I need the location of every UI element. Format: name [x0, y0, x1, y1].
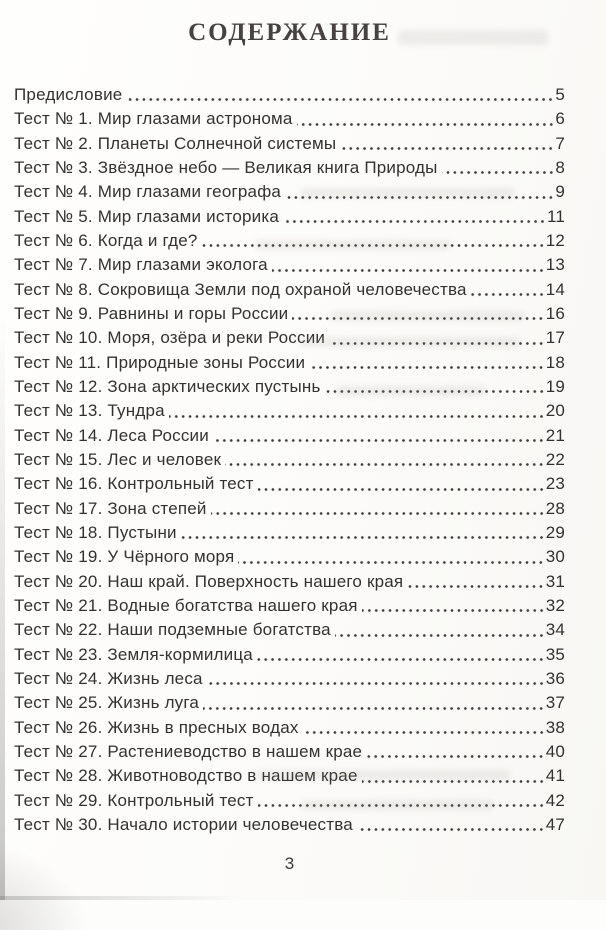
leader-dots — [257, 643, 545, 667]
toc-entry-page-number: 23 — [545, 474, 565, 494]
toc-entry — [14, 740, 565, 764]
toc-entry-label: Тест № 1. Мир глазами астронома — [14, 109, 293, 129]
page-number: 3 — [284, 854, 295, 873]
leader-dots — [258, 472, 545, 496]
toc-entry-page-number: 32 — [545, 595, 565, 615]
toc-entry-label: Тест № 20. Наш край. Поверхность нашего края — [14, 571, 404, 591]
toc-entry-label: Тест № 13. Тундра — [14, 401, 165, 421]
toc-list — [14, 83, 565, 837]
toc-entry-label: Тест № 24. Жизнь леса — [14, 668, 203, 688]
toc-entry-label: Тест № 18. Пустыни — [14, 522, 177, 542]
toc-entry-label: Тест № 3. Звёздное небо — Великая книга Природы — [14, 157, 438, 177]
toc-entry-page-number: 18 — [545, 352, 565, 372]
toc-entry-label: Тест № 28. Животноводство в нашем крае — [14, 766, 358, 786]
toc-entry — [14, 399, 565, 423]
toc-entry — [14, 229, 565, 253]
toc-entry — [14, 302, 565, 326]
toc-entry-page-number: 21 — [545, 425, 565, 445]
leader-dots — [335, 618, 545, 642]
leader-dots — [169, 399, 545, 423]
leader-dots — [225, 448, 545, 472]
toc-entry — [14, 107, 565, 131]
leader-dots — [258, 789, 545, 813]
toc-entry-page-number: 6 — [555, 109, 565, 129]
toc-entry — [14, 132, 565, 156]
leader-dots — [203, 691, 545, 715]
leader-dots — [340, 132, 554, 156]
leader-dots — [292, 302, 544, 326]
leader-dots — [325, 375, 545, 399]
toc-entry-page-number: 13 — [545, 255, 565, 275]
toc-entry-page-number: 8 — [555, 157, 565, 177]
toc-entry-label: Тест № 17. Зона степей — [14, 498, 207, 518]
leader-dots — [366, 740, 545, 764]
leader-dots — [272, 253, 545, 277]
toc-entry-page-number: 11 — [546, 206, 565, 226]
scan-edge-shadow-bottom — [0, 896, 606, 900]
toc-entry — [14, 156, 565, 180]
toc-entry-page-number: 38 — [545, 717, 565, 737]
leader-dots — [181, 521, 545, 545]
scan-edge-shadow-left — [0, 0, 5, 900]
leader-dots — [442, 156, 555, 180]
toc-entry-page-number: 7 — [555, 133, 565, 153]
toc-entry — [14, 521, 565, 545]
toc-entry — [14, 594, 565, 618]
leader-dots — [285, 180, 554, 204]
leader-dots — [471, 278, 545, 302]
leader-dots — [207, 667, 545, 691]
leader-dots — [211, 497, 545, 521]
toc-entry-page-number: 5 — [555, 85, 565, 104]
toc-entry-label: Тест № 29. Контрольный тест — [14, 790, 254, 810]
toc-entry-page-number: 41 — [545, 766, 565, 786]
toc-entry-page-number: 28 — [545, 498, 565, 518]
leader-dots — [202, 229, 545, 253]
toc-entry-label: Тест № 26. Жизнь в пресных водах — [14, 717, 299, 737]
toc-entry — [14, 424, 565, 448]
toc-entry — [14, 545, 565, 569]
toc-entry-page-number: 9 — [555, 182, 565, 202]
toc-entry-page-number: 40 — [545, 741, 565, 761]
leader-dots — [362, 594, 545, 618]
toc-entry-label: Тест № 2. Планеты Солнечной системы — [14, 133, 337, 153]
toc-entry-label: Тест № 10. Моря, озёра и реки России — [14, 328, 326, 348]
toc-entry — [14, 643, 565, 667]
leader-dots — [297, 107, 555, 131]
toc-entry-page-number: 47 — [545, 814, 565, 834]
toc-entry — [14, 667, 565, 691]
toc-entry-page-number: 16 — [545, 303, 565, 323]
toc-entry-label: Тест № 21. Водные богатства нашего края — [14, 595, 358, 615]
toc-entry — [14, 180, 565, 204]
toc-entry-label: Тест № 19. У Чёрного моря — [14, 547, 235, 567]
toc-entry-label: Тест № 12. Зона арктических пустынь — [14, 376, 321, 396]
leader-dots — [329, 326, 545, 350]
leader-dots — [238, 545, 544, 569]
toc-entry-label: Тест № 5. Мир глазами историка — [14, 206, 280, 226]
leader-dots — [126, 83, 554, 107]
toc-entry — [14, 351, 565, 375]
toc-entry-label: Предисловие — [14, 85, 123, 104]
toc-entry-label: Тест № 6. Когда и где? — [14, 230, 198, 250]
toc-entry — [14, 618, 565, 642]
toc-entry-label: Тест № 15. Лес и человек — [14, 449, 222, 469]
toc-entry-label: Тест № 7. Мир глазами эколога — [14, 255, 268, 275]
toc-entry-page-number: 22 — [545, 449, 565, 469]
toc-entry-label: Тест № 30. Начало истории человечества — [14, 814, 353, 834]
toc-entry — [14, 497, 565, 521]
leader-dots — [303, 716, 545, 740]
toc-entry-page-number: 31 — [545, 571, 565, 591]
toc-entry — [14, 253, 565, 277]
leader-dots — [283, 205, 546, 229]
toc-entry-label: Тест № 25. Жизнь луга — [14, 693, 200, 713]
toc-entry — [14, 716, 565, 740]
toc-entry-label: Тест № 9. Равнины и горы России — [14, 303, 289, 323]
toc-entry-label: Тест № 22. Наши подземные богатства — [14, 620, 331, 640]
toc-entry — [14, 326, 565, 350]
toc-entry — [14, 375, 565, 399]
toc-entry-label: Тест № 11. Природные зоны России — [14, 352, 306, 372]
toc-entry-page-number: 12 — [545, 230, 565, 250]
toc-entry-page-number: 29 — [545, 522, 565, 542]
page-title: СОДЕРЖАНИЕ — [188, 19, 391, 46]
toc-entry-label: Тест № 8. Сокровища Земли под охраной человечества — [14, 279, 467, 299]
toc-entry-page-number: 35 — [545, 644, 565, 664]
toc-entry-label: Тест № 14. Леса России — [14, 425, 209, 445]
leader-dots — [213, 424, 545, 448]
toc-entry — [14, 691, 565, 715]
toc-entry — [14, 789, 565, 813]
toc-entry — [14, 472, 565, 496]
toc-entry-page-number: 34 — [545, 620, 565, 640]
leader-dots — [357, 813, 545, 837]
toc-entry — [14, 205, 565, 229]
toc-entry-label: Тест № 27. Растениеводство в нашем крае — [14, 741, 363, 761]
toc-entry-page-number: 30 — [545, 547, 565, 567]
toc-entry-page-number: 42 — [545, 790, 565, 810]
leader-dots — [309, 351, 545, 375]
toc-entry-label: Тест № 4. Мир глазами географа — [14, 182, 282, 202]
toc-entry-page-number: 36 — [545, 668, 565, 688]
toc-entry — [14, 570, 565, 594]
toc-entry — [14, 278, 565, 302]
toc-entry — [14, 83, 565, 107]
toc-entry-page-number: 14 — [545, 279, 565, 299]
toc-entry-label: Тест № 23. Земля-кормилица — [14, 644, 253, 664]
leader-dots — [407, 570, 544, 594]
toc-entry — [14, 448, 565, 472]
toc-entry-label: Тест № 16. Контрольный тест — [14, 474, 254, 494]
toc-entry-page-number: 17 — [545, 328, 565, 348]
toc-entry-page-number: 37 — [545, 693, 565, 713]
toc-entry-page-number: 19 — [545, 376, 565, 396]
toc-entry-page-number: 20 — [545, 401, 565, 421]
toc-entry — [14, 764, 565, 788]
leader-dots — [362, 764, 545, 788]
toc-entry — [14, 813, 565, 837]
